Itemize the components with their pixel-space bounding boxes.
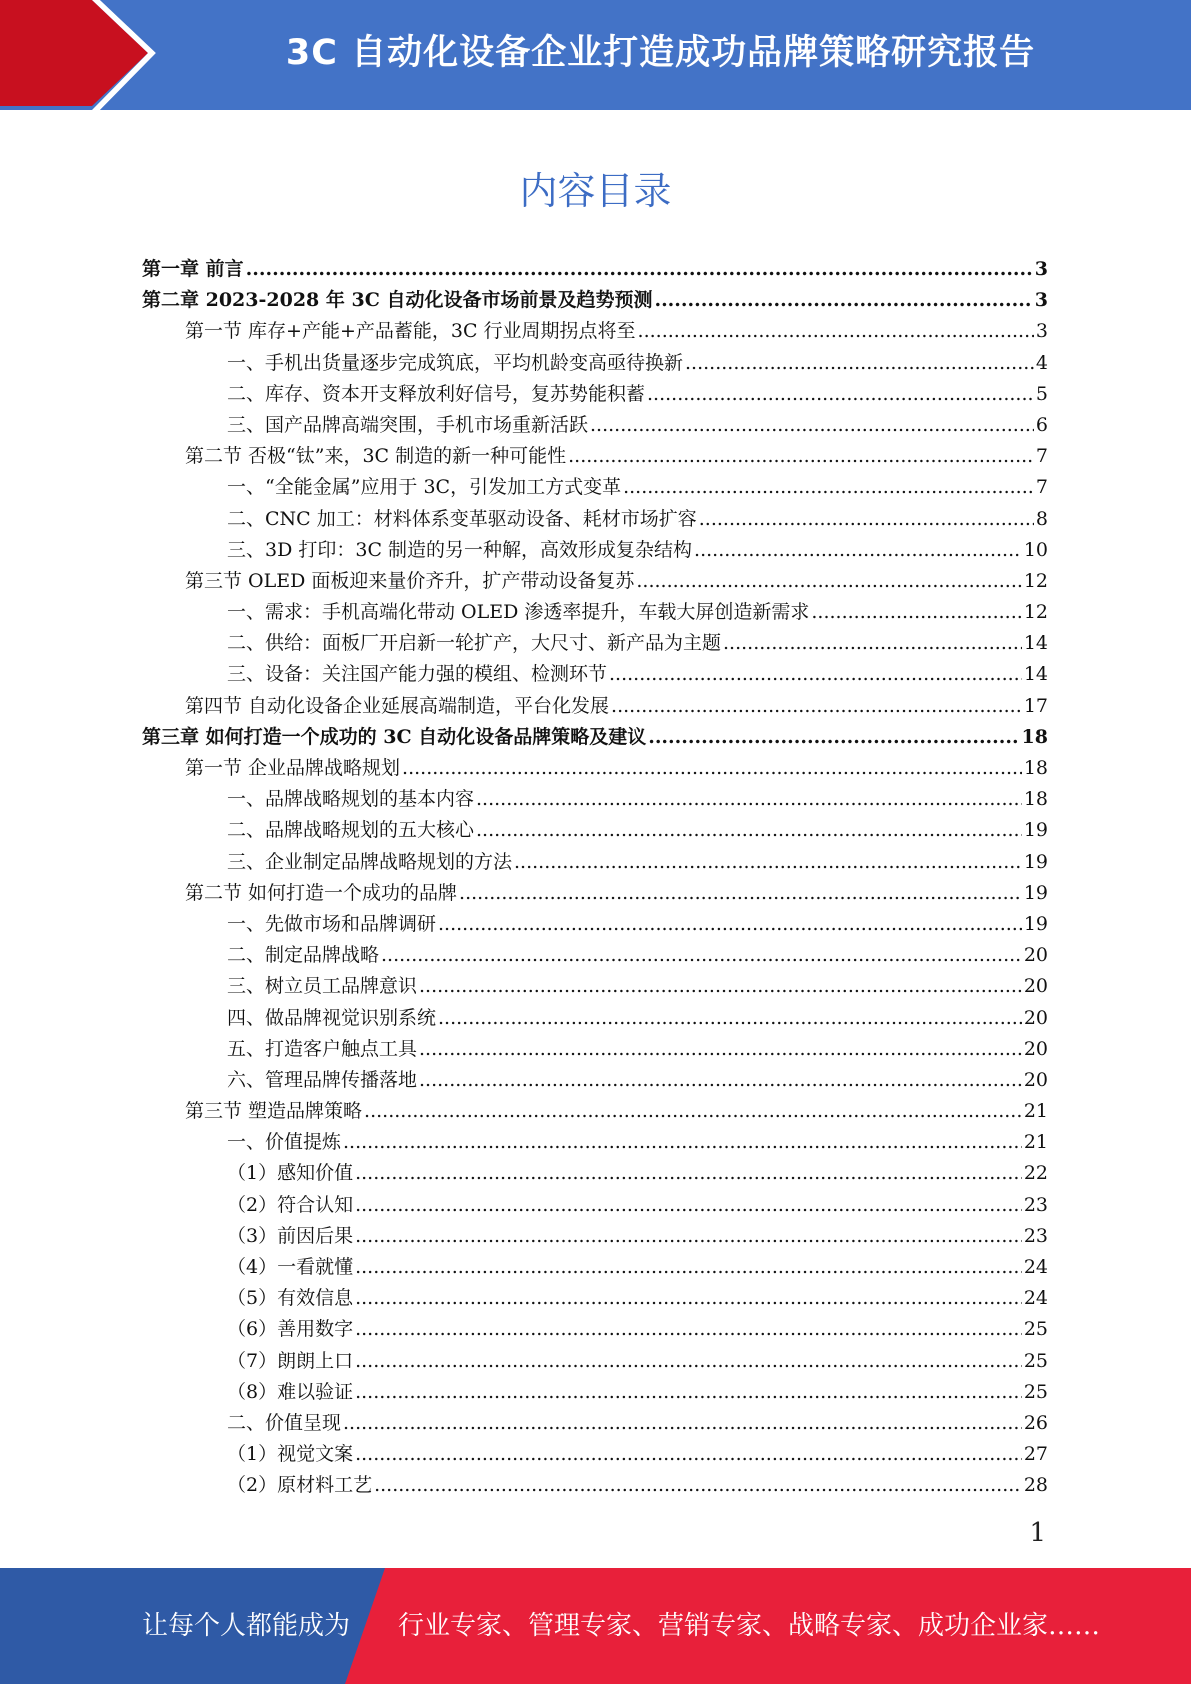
toc-leader-dots [459,882,1022,904]
toc-entry-text: 第一章 前言 [142,258,244,280]
toc-entry-text: （7）朗朗上口 [227,1349,354,1372]
toc-entry[interactable] [142,753,1048,784]
toc-entry-page: 18 [1023,788,1048,811]
toc-entry-page: 27 [1023,1443,1048,1466]
toc-leader-dots [355,1318,1022,1340]
toc-entry-page: 21 [1023,1131,1048,1154]
toc-leader-dots [364,1100,1022,1122]
toc-entry[interactable] [142,628,1048,659]
report-title: 3C 自动化设备企业打造成功品牌策略研究报告 [285,33,1036,73]
toc-entry-text: 第二章 2023-2028 年 3C 自动化设备市场前景及趋势预测 [142,289,653,312]
toc-entry-page: 24 [1023,1256,1048,1278]
toc-entry-page: 3 [1034,258,1048,280]
toc-entry-text: 二、CNC 加工：材料体系变革驱动设备、耗材市场扩容 [227,507,697,530]
toc-leader-dots [648,726,1019,748]
toc-entry-page: 12 [1023,601,1048,624]
toc-entry[interactable] [142,1221,1048,1252]
toc-entry-text: 一、先做市场和品牌调研 [227,912,437,935]
toc-leader-dots [355,1194,1022,1216]
toc-leader-dots [699,508,1034,530]
toc-entry-page: 7 [1035,476,1048,499]
toc-entry-text: 二、供给：面板厂开启新一轮扩产，大尺寸、新产品为主题 [227,632,722,655]
toc-entry-page: 20 [1023,1037,1048,1060]
page-number: 1 [1029,1518,1046,1548]
footer-slogan-right: 行业专家、管理专家、营销专家、战略专家、成功企业家…… [398,1611,1101,1641]
toc-entry[interactable] [142,1065,1048,1096]
toc-entry-text: 三、3D 打印：3C 制造的另一种解，高效形成复杂结构 [227,538,693,561]
toc-entry[interactable] [142,1190,1048,1221]
toc-entry-page: 26 [1023,1411,1048,1434]
toc-entry-text: 二、库存、资本开支释放利好信号，复苏势能积蓄 [227,382,646,405]
toc-entry[interactable] [142,1314,1048,1345]
toc-leader-dots [811,601,1021,623]
toc-entry[interactable] [142,472,1048,503]
toc-leader-dots [654,289,1032,311]
toc-entry-page: 21 [1023,1100,1048,1123]
toc-entry-page: 10 [1023,538,1048,561]
toc-entry[interactable] [142,1096,1048,1127]
toc-leader-dots [476,788,1022,810]
page-header [0,0,1191,110]
toc-leader-dots [381,944,1022,966]
toc-entry-text: （1）视觉文案 [227,1443,354,1466]
toc-leader-dots [246,258,1033,280]
toc-entry-page: 23 [1023,1224,1048,1247]
toc-entry-page: 3 [1034,289,1048,312]
toc-entry[interactable] [142,1346,1048,1377]
toc-entry[interactable] [142,1127,1048,1158]
toc-leader-dots [623,476,1034,498]
toc-entry-text: 二、制定品牌战略 [227,944,380,967]
toc-entry-page: 6 [1035,413,1048,436]
toc-entry-text: （4）一看就懂 [227,1256,354,1278]
toc-entry-text: （3）前因后果 [227,1224,354,1247]
toc-entry-text: 五、打造客户触点工具 [227,1037,418,1060]
toc-entry-page: 18 [1021,725,1048,748]
toc-entry[interactable] [142,691,1048,722]
toc-entry-page: 4 [1035,351,1048,374]
toc-entry-text: 一、需求：手机高端化带动 OLED 渗透率提升，车载大屏创造新需求 [227,601,810,624]
toc-entry[interactable] [142,441,1048,472]
toc-entry-text: 第一节 库存+产能+产品蓄能，3C 行业周期拐点将至 [185,320,636,343]
toc-entry-text: 三、企业制定品牌战略规划的方法 [227,850,513,873]
toc-leader-dots [514,851,1022,873]
toc-entry-page: 14 [1023,632,1048,655]
toc-entry[interactable] [142,504,1048,535]
toc-leader-dots [438,1007,1022,1029]
toc-entry-page: 28 [1023,1474,1048,1497]
toc-entry-text: （1）感知价值 [227,1162,354,1185]
toc-entry-page: 20 [1023,975,1048,998]
toc-entry[interactable] [142,316,1048,347]
toc-entry-page: 7 [1035,445,1048,468]
toc-entry[interactable] [142,1034,1048,1065]
toc-entry[interactable] [142,1377,1048,1408]
toc-entry-page: 3 [1035,320,1048,343]
toc-entry[interactable] [142,410,1048,441]
toc-entry-page: 12 [1023,569,1048,592]
toc-entry-text: 第一节 企业品牌战略规划 [185,757,401,779]
toc-leader-dots [638,320,1034,342]
toc-leader-dots [685,352,1034,374]
toc-leader-dots [374,1474,1022,1496]
toc-entry-page: 25 [1023,1349,1048,1372]
toc-entry-page: 25 [1023,1318,1048,1341]
toc-leader-dots [723,632,1022,654]
toc-leader-dots [568,445,1034,467]
toc-entry-page: 19 [1023,819,1048,842]
toc-entry-text: （6）善用数字 [227,1318,354,1341]
toc-entry-text: 一、手机出货量逐步完成筑底，平均机龄变高亟待换新 [227,351,684,374]
toc-leader-dots [419,975,1022,997]
toc-entry-text: 二、价值呈现 [227,1411,342,1434]
toc-leader-dots [343,1131,1022,1153]
toc-entry[interactable] [142,1470,1048,1501]
toc-leader-dots [355,1256,1022,1278]
toc-entry-text: （5）有效信息 [227,1287,354,1310]
toc-entry-text: 六、管理品牌传播落地 [227,1068,418,1091]
toc-entry-page: 25 [1023,1380,1048,1403]
toc-entry[interactable] [142,285,1048,316]
toc-entry[interactable] [142,878,1048,909]
toc-leader-dots [419,1038,1022,1060]
toc-entry-text: 四、做品牌视觉识别系统 [227,1006,437,1029]
toc-entry[interactable] [142,1158,1048,1189]
toc-entry-text: 一、品牌战略规划的基本内容 [227,788,475,811]
toc-leader-dots [355,1381,1022,1403]
toc-entry[interactable] [142,254,1048,285]
toc-entry[interactable] [142,1439,1048,1470]
toc-leader-dots [419,1069,1022,1091]
toc-entry-page: 24 [1023,1287,1048,1310]
toc-leader-dots [438,913,1022,935]
toc-entry[interactable] [142,722,1048,753]
toc-entry-text: 三、设备：关注国产能力强的模组、检测环节 [227,663,608,686]
footer-slogan-left: 让每个人都能成为 [142,1611,351,1641]
toc-entry-text: （2）原材料工艺 [227,1474,373,1497]
toc-leader-dots [611,695,1022,717]
toc-entry-page: 20 [1023,1006,1048,1029]
toc-entry-page: 20 [1023,944,1048,967]
toc-leader-dots [636,570,1021,592]
toc-leader-dots [590,414,1034,436]
toc-heading: 内容目录 [519,169,672,213]
toc-entry[interactable] [142,784,1048,815]
toc-leader-dots [355,1162,1022,1184]
table-of-contents [142,254,1048,1502]
toc-entry[interactable] [142,348,1048,379]
toc-entry[interactable] [142,566,1048,597]
toc-entry-page: 5 [1035,382,1048,405]
toc-entry[interactable] [142,971,1048,1002]
page-footer [0,1568,1191,1684]
toc-entry-text: 第四节 自动化设备企业延展高端制造，平台化发展 [185,694,610,717]
toc-entry-text: （2）符合认知 [227,1193,354,1216]
toc-entry-text: 第二节 否极“钛”来，3C 制造的新一种可能性 [185,445,567,468]
toc-entry-text: （8）难以验证 [227,1380,354,1403]
toc-entry-page: 20 [1023,1068,1048,1091]
toc-entry[interactable] [142,1283,1048,1314]
toc-entry[interactable] [142,1003,1048,1034]
toc-leader-dots [355,1350,1022,1372]
toc-entry-text: 一、“全能金属”应用于 3C，引发加工方式变革 [227,476,622,499]
toc-leader-dots [355,1443,1022,1465]
toc-entry-text: 三、国产品牌高端突围，手机市场重新活跃 [227,413,589,436]
toc-leader-dots [402,757,1022,779]
toc-entry-page: 18 [1023,757,1048,779]
toc-entry-text: 第二节 如何打造一个成功的品牌 [185,881,458,904]
toc-entry[interactable] [142,909,1048,940]
toc-entry-page: 19 [1023,881,1048,904]
toc-leader-dots [355,1287,1022,1309]
toc-leader-dots [694,539,1022,561]
toc-entry[interactable] [142,815,1048,846]
toc-entry[interactable] [142,379,1048,410]
header-arrow-icon [0,0,160,110]
toc-entry[interactable] [142,1408,1048,1439]
toc-entry-page: 22 [1023,1162,1048,1185]
toc-entry-page: 14 [1023,663,1048,686]
toc-entry-text: 第三节 OLED 面板迎来量价齐升，扩产带动设备复苏 [185,569,635,592]
toc-entry[interactable] [142,597,1048,628]
toc-leader-dots [355,1225,1022,1247]
toc-entry-text: 一、价值提炼 [227,1131,342,1154]
toc-leader-dots [343,1412,1022,1434]
toc-entry-page: 8 [1035,507,1048,530]
toc-entry-page: 17 [1023,694,1048,717]
toc-leader-dots [647,383,1034,405]
toc-entry[interactable] [142,1252,1048,1283]
toc-entry[interactable] [142,940,1048,971]
toc-entry-page: 19 [1023,850,1048,873]
toc-entry[interactable] [142,659,1048,690]
toc-entry-text: 二、品牌战略规划的五大核心 [227,819,475,842]
toc-entry-text: 三、树立员工品牌意识 [227,975,418,998]
toc-leader-dots [476,819,1022,841]
toc-entry[interactable] [142,847,1048,878]
toc-leader-dots [609,663,1022,685]
toc-entry-page: 19 [1023,912,1048,935]
toc-entry[interactable] [142,535,1048,566]
toc-entry-page: 23 [1023,1193,1048,1216]
toc-entry-text: 第三章 如何打造一个成功的 3C 自动化设备品牌策略及建议 [142,725,647,748]
toc-entry-text: 第三节 塑造品牌策略 [185,1100,363,1123]
